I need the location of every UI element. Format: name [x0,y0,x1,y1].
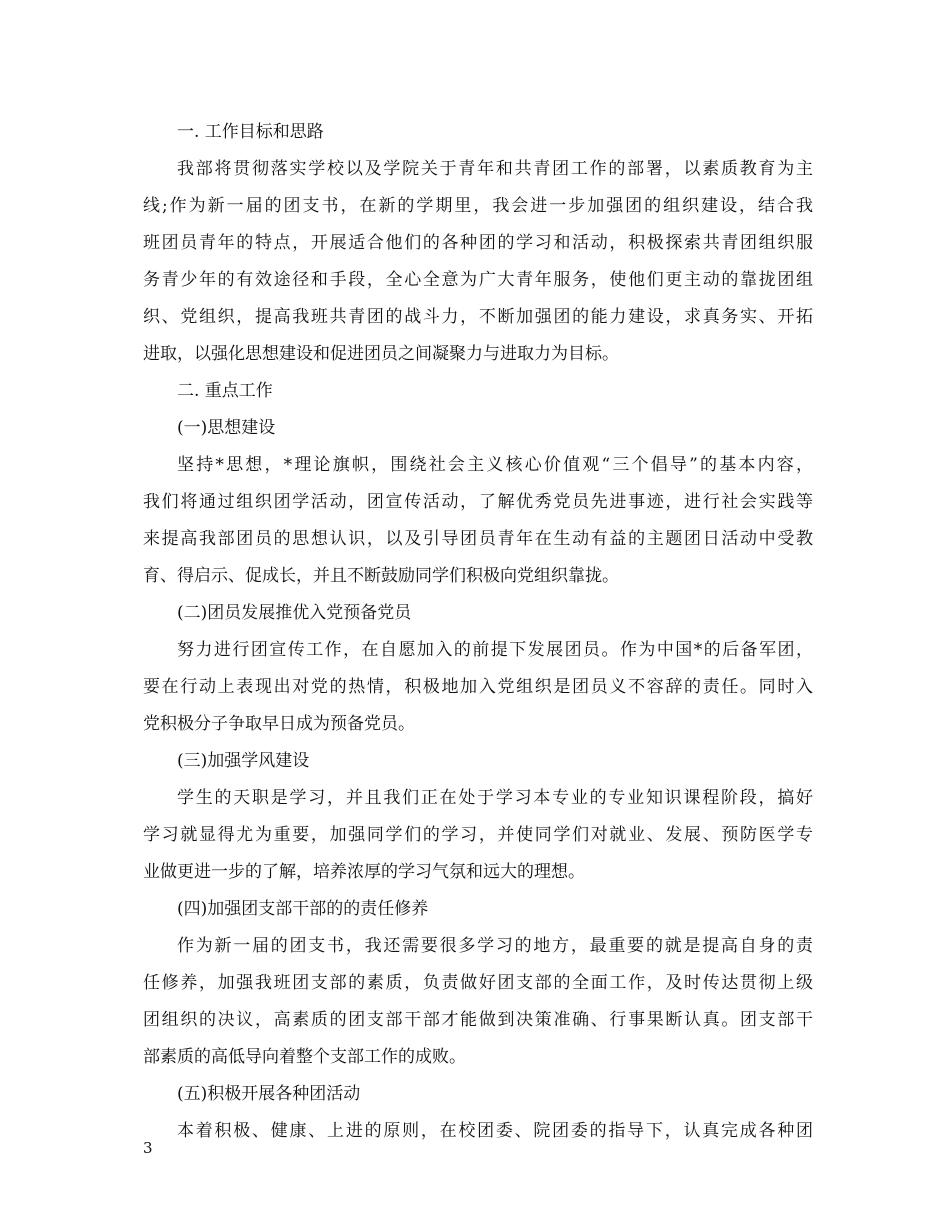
text-line: 一. 工作目标和思路 [177,122,324,142]
text-line: (三)加强学风建设 [177,751,310,771]
text-line: (五)积极开展各种团活动 [177,1084,361,1104]
document-body [143,114,813,1150]
text-line: 努力进行团宣传工作，在自愿加入的前提下发展团员。作为中国*的后备军团， [177,640,813,660]
text-line: 班团员青年的特点，开展适合他们的各种团的学习和活动，积极探索共青团组织服 [143,233,813,253]
text-line: 来提高我部团员的思想认识，以及引导团员青年在生动有益的主题团日活动中受教 [143,529,813,549]
text-line: 学生的天职是学习，并且我们正在处于学习本专业的专业知识课程阶段，搞好 [177,788,813,808]
text-line: 学习就显得尤为重要，加强同学们的学习，并使同学们对就业、发展、预防医学专 [143,825,813,845]
text-line: 要在行动上表现出对党的热情，积极地加入党组织是团员义不容辞的责任。同时入 [143,677,813,697]
page-number: 3 [143,1139,153,1157]
text-line: 织、党组织，提高我班共青团的战斗力，不断加强团的能力建设，求真务实、开拓 [143,307,813,327]
text-line: 进取，以强化思想建设和促进团员之间凝聚力与进取力为目标。 [143,344,619,364]
text-line: 任修养，加强我班团支部的素质，负责做好团支部的全面工作，及时传达贯彻上级 [143,973,813,993]
text-line: (四)加强团支部干部的的责任修养 [177,899,429,919]
text-line: 业做更进一步的了解，培养浓厚的学习气氛和远大的理想。 [143,862,585,882]
text-line: 我部将贯彻落实学校以及学院关于青年和共青团工作的部署，以素质教育为主 [177,159,813,179]
text-line: 团组织的决议，高素质的团支部干部才能做到决策准确、行事果断认真。团支部干 [143,1010,813,1030]
text-line: (二)团员发展推优入党预备党员 [177,603,412,623]
text-line: 作为新一届的团支书，我还需要很多学习的地方，最重要的就是提高自身的责 [177,936,813,956]
text-line: 线;作为新一届的团支书，在新的学期里，我会进一步加强团的组织建设，结合我 [143,196,813,216]
text-line: 党积极分子争取早日成为预备党员。 [143,714,415,734]
text-line: 二. 重点工作 [177,381,273,401]
text-line: 育、得启示、促成长，并且不断鼓励同学们积极向党组织靠拢。 [143,566,619,586]
text-line: 我们将通过组织团学活动，团宣传活动，了解优秀党员先进事迹，进行社会实践等 [143,492,813,512]
text-line: 务青少年的有效途径和手段，全心全意为广大青年服务，使他们更主动的靠拢团组 [143,270,813,290]
text-line: 坚持*思想，*理论旗帜，围绕社会主义核心价值观“三个倡导”的基本内容， [177,455,813,475]
text-line: 部素质的高低导向着整个支部工作的成败。 [143,1047,466,1067]
text-line: 本着积极、健康、上进的原则，在校团委、院团委的指导下，认真完成各种团 [177,1121,813,1141]
text-line: (一)思想建设 [177,418,276,438]
